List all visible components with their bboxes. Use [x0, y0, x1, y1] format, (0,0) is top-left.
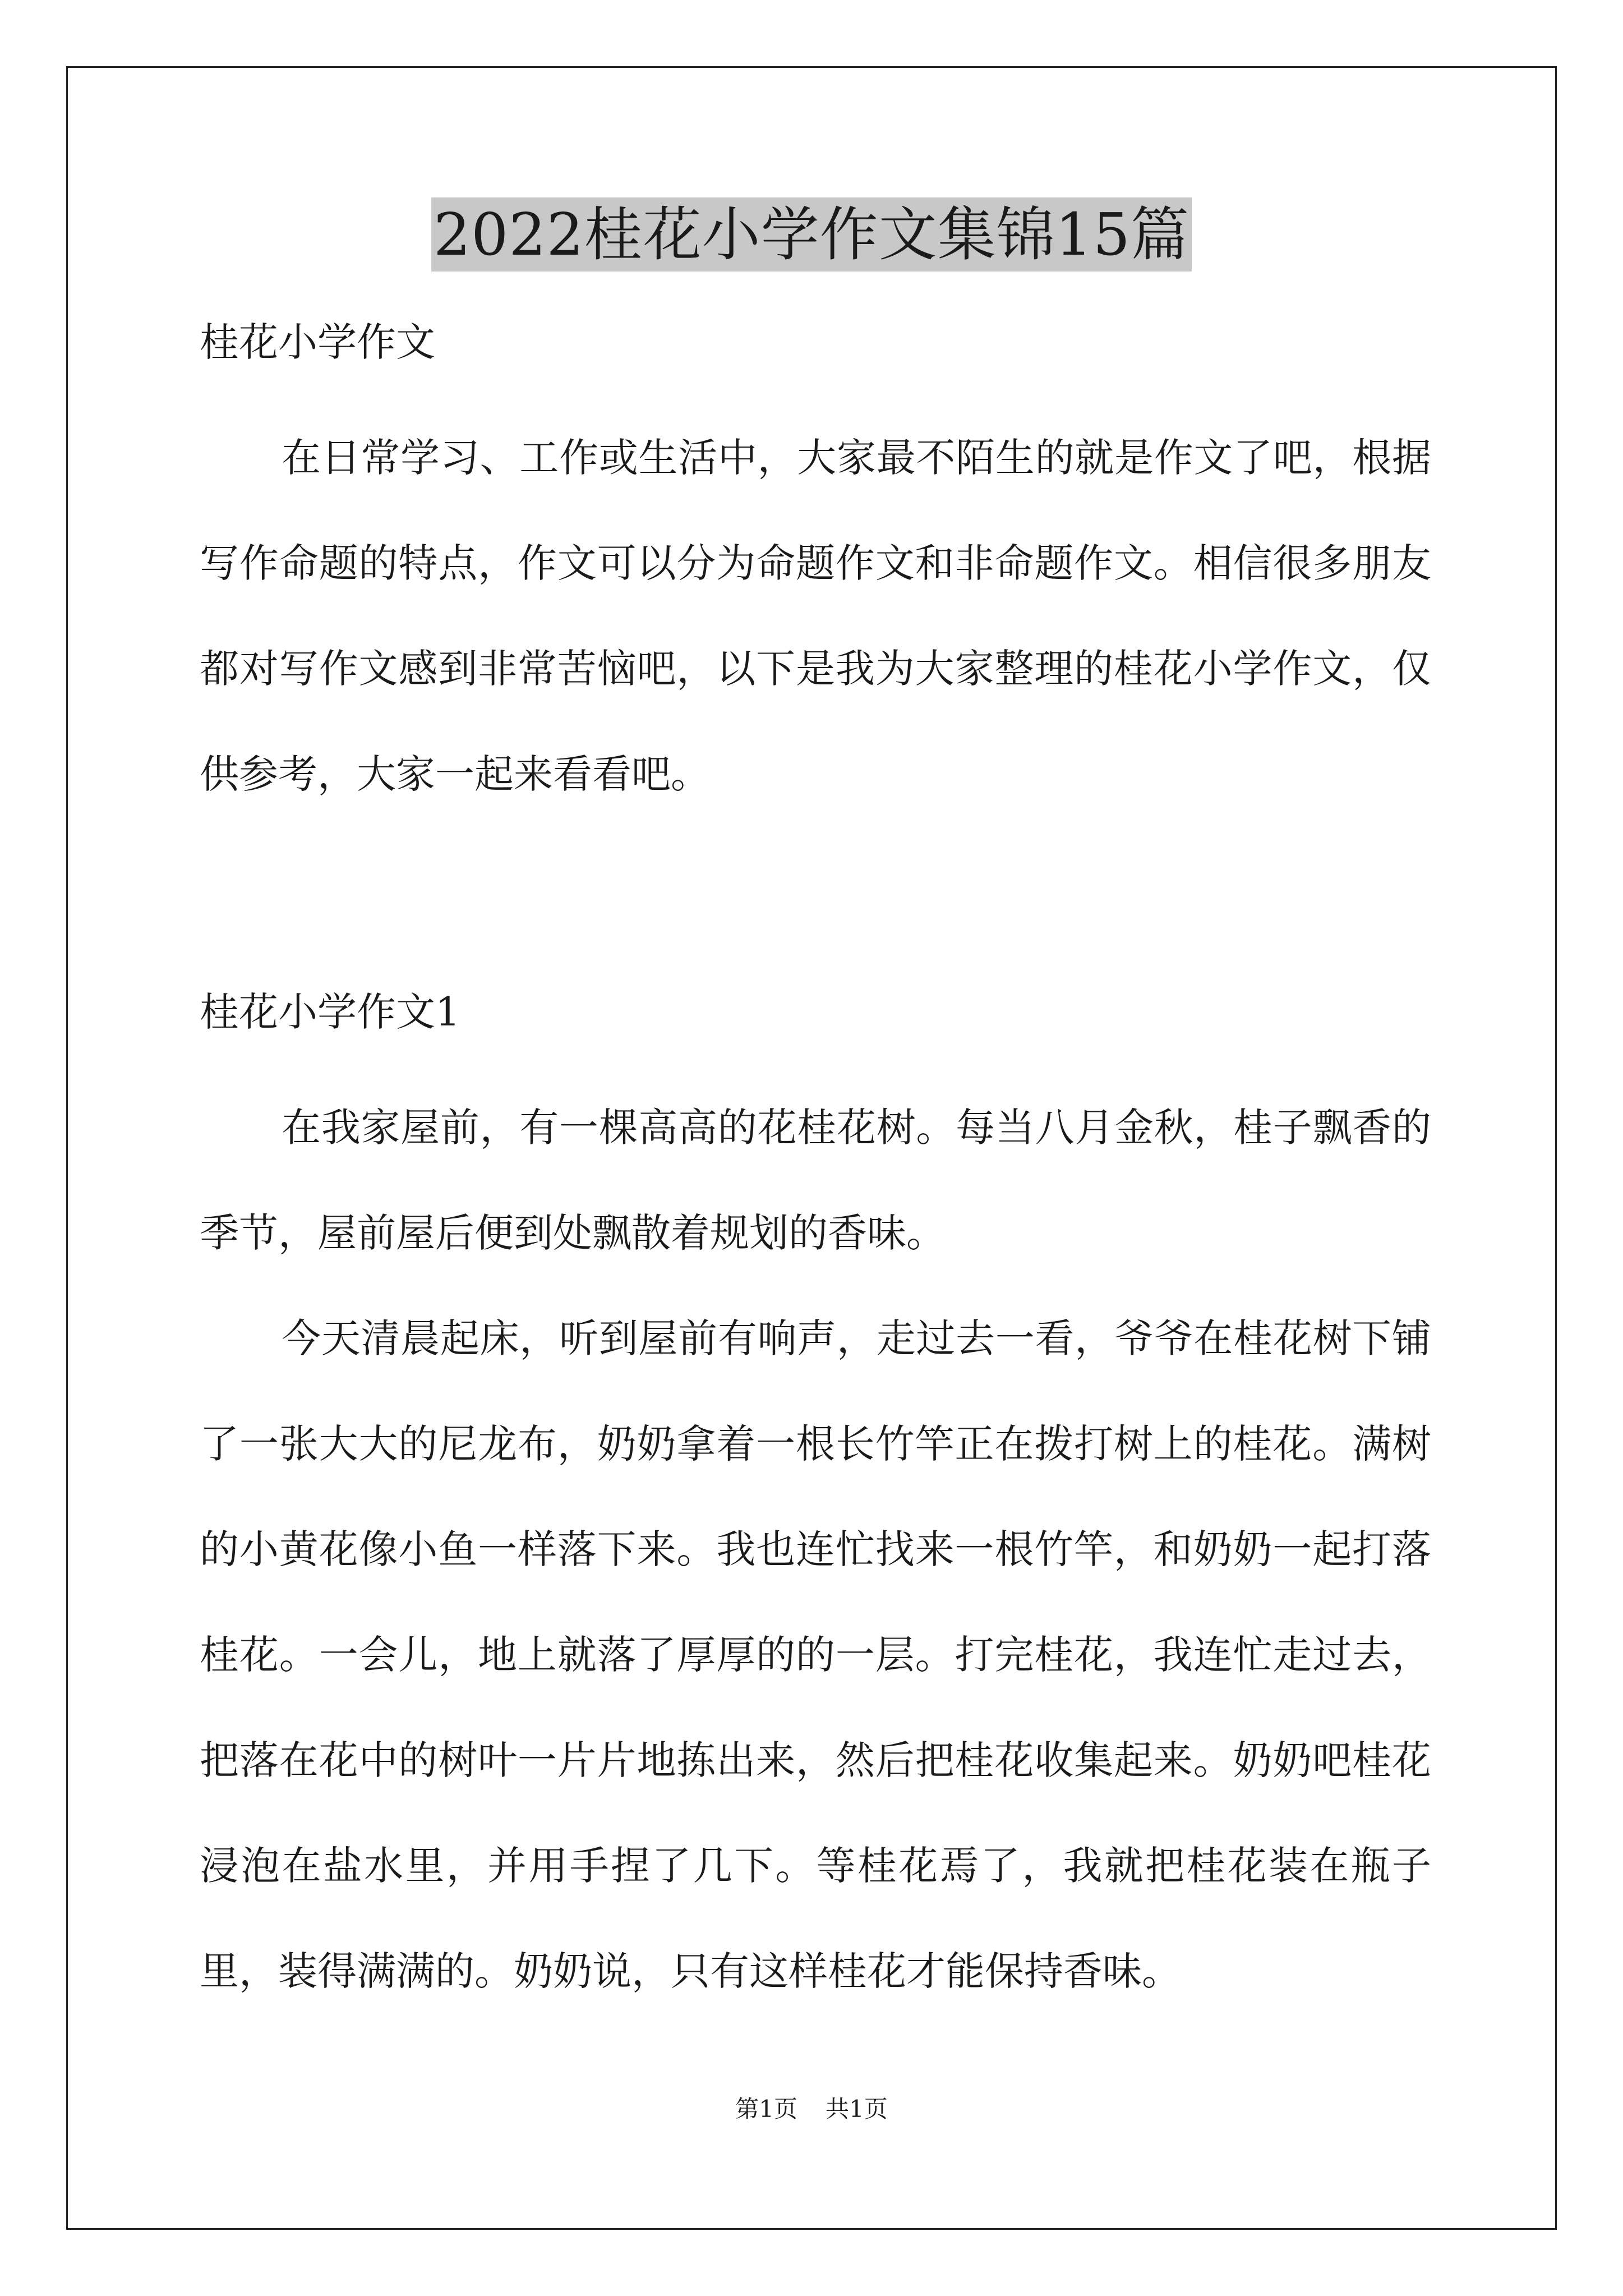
page-total: 共1页: [826, 2095, 888, 2123]
page-footer: [0, 2093, 1623, 2125]
section-heading: 桂花小学作文: [200, 319, 435, 365]
document-body: [200, 314, 1431, 2024]
section-heading: 桂花小学作文1: [200, 989, 460, 1035]
paragraph: 在日常学习、工作或生活中，大家最不陌生的就是作文了吧，根据写作命题的特点，作文可以分为命题作文和非命题作文。相信很多朋友都对写作文感到非常苦恼吧，以下是我为大家整理的桂花小学作文，仅供参考，大家一起来看看吧。: [200, 435, 1431, 797]
paragraph: 今天清晨起床，听到屋前有响声，走过去一看，爷爷在桂花树下铺了一张大大的尼龙布，奶奶拿着一根长竹竿正在拨打树上的桂花。满树的小黄花像小鱼一样落下来。我也连忙找来一根竹竿，和奶奶一起打落桂花。一会儿，地上就落了厚厚的的一层。打完桂花，我连忙走过去，把落在花中的树叶一片片地拣出来，然后把桂花收集起来。奶奶吧桂花浸泡在盐水里，并用手捏了几下。等桂花焉了，我就把桂花装在瓶子里，装得满满的。奶奶说，只有这样桂花才能保持香味。: [200, 1315, 1431, 1994]
paragraph: 在我家屋前，有一棵高高的花桂花树。每当八月金秋，桂子飘香的季节，屋前屋后便到处飘散着规划的香味。: [200, 1105, 1431, 1256]
page-number: 第1页: [735, 2095, 797, 2123]
document-title: 2022桂花小学作文集锦15篇: [431, 197, 1192, 272]
title-container: [0, 197, 1623, 272]
